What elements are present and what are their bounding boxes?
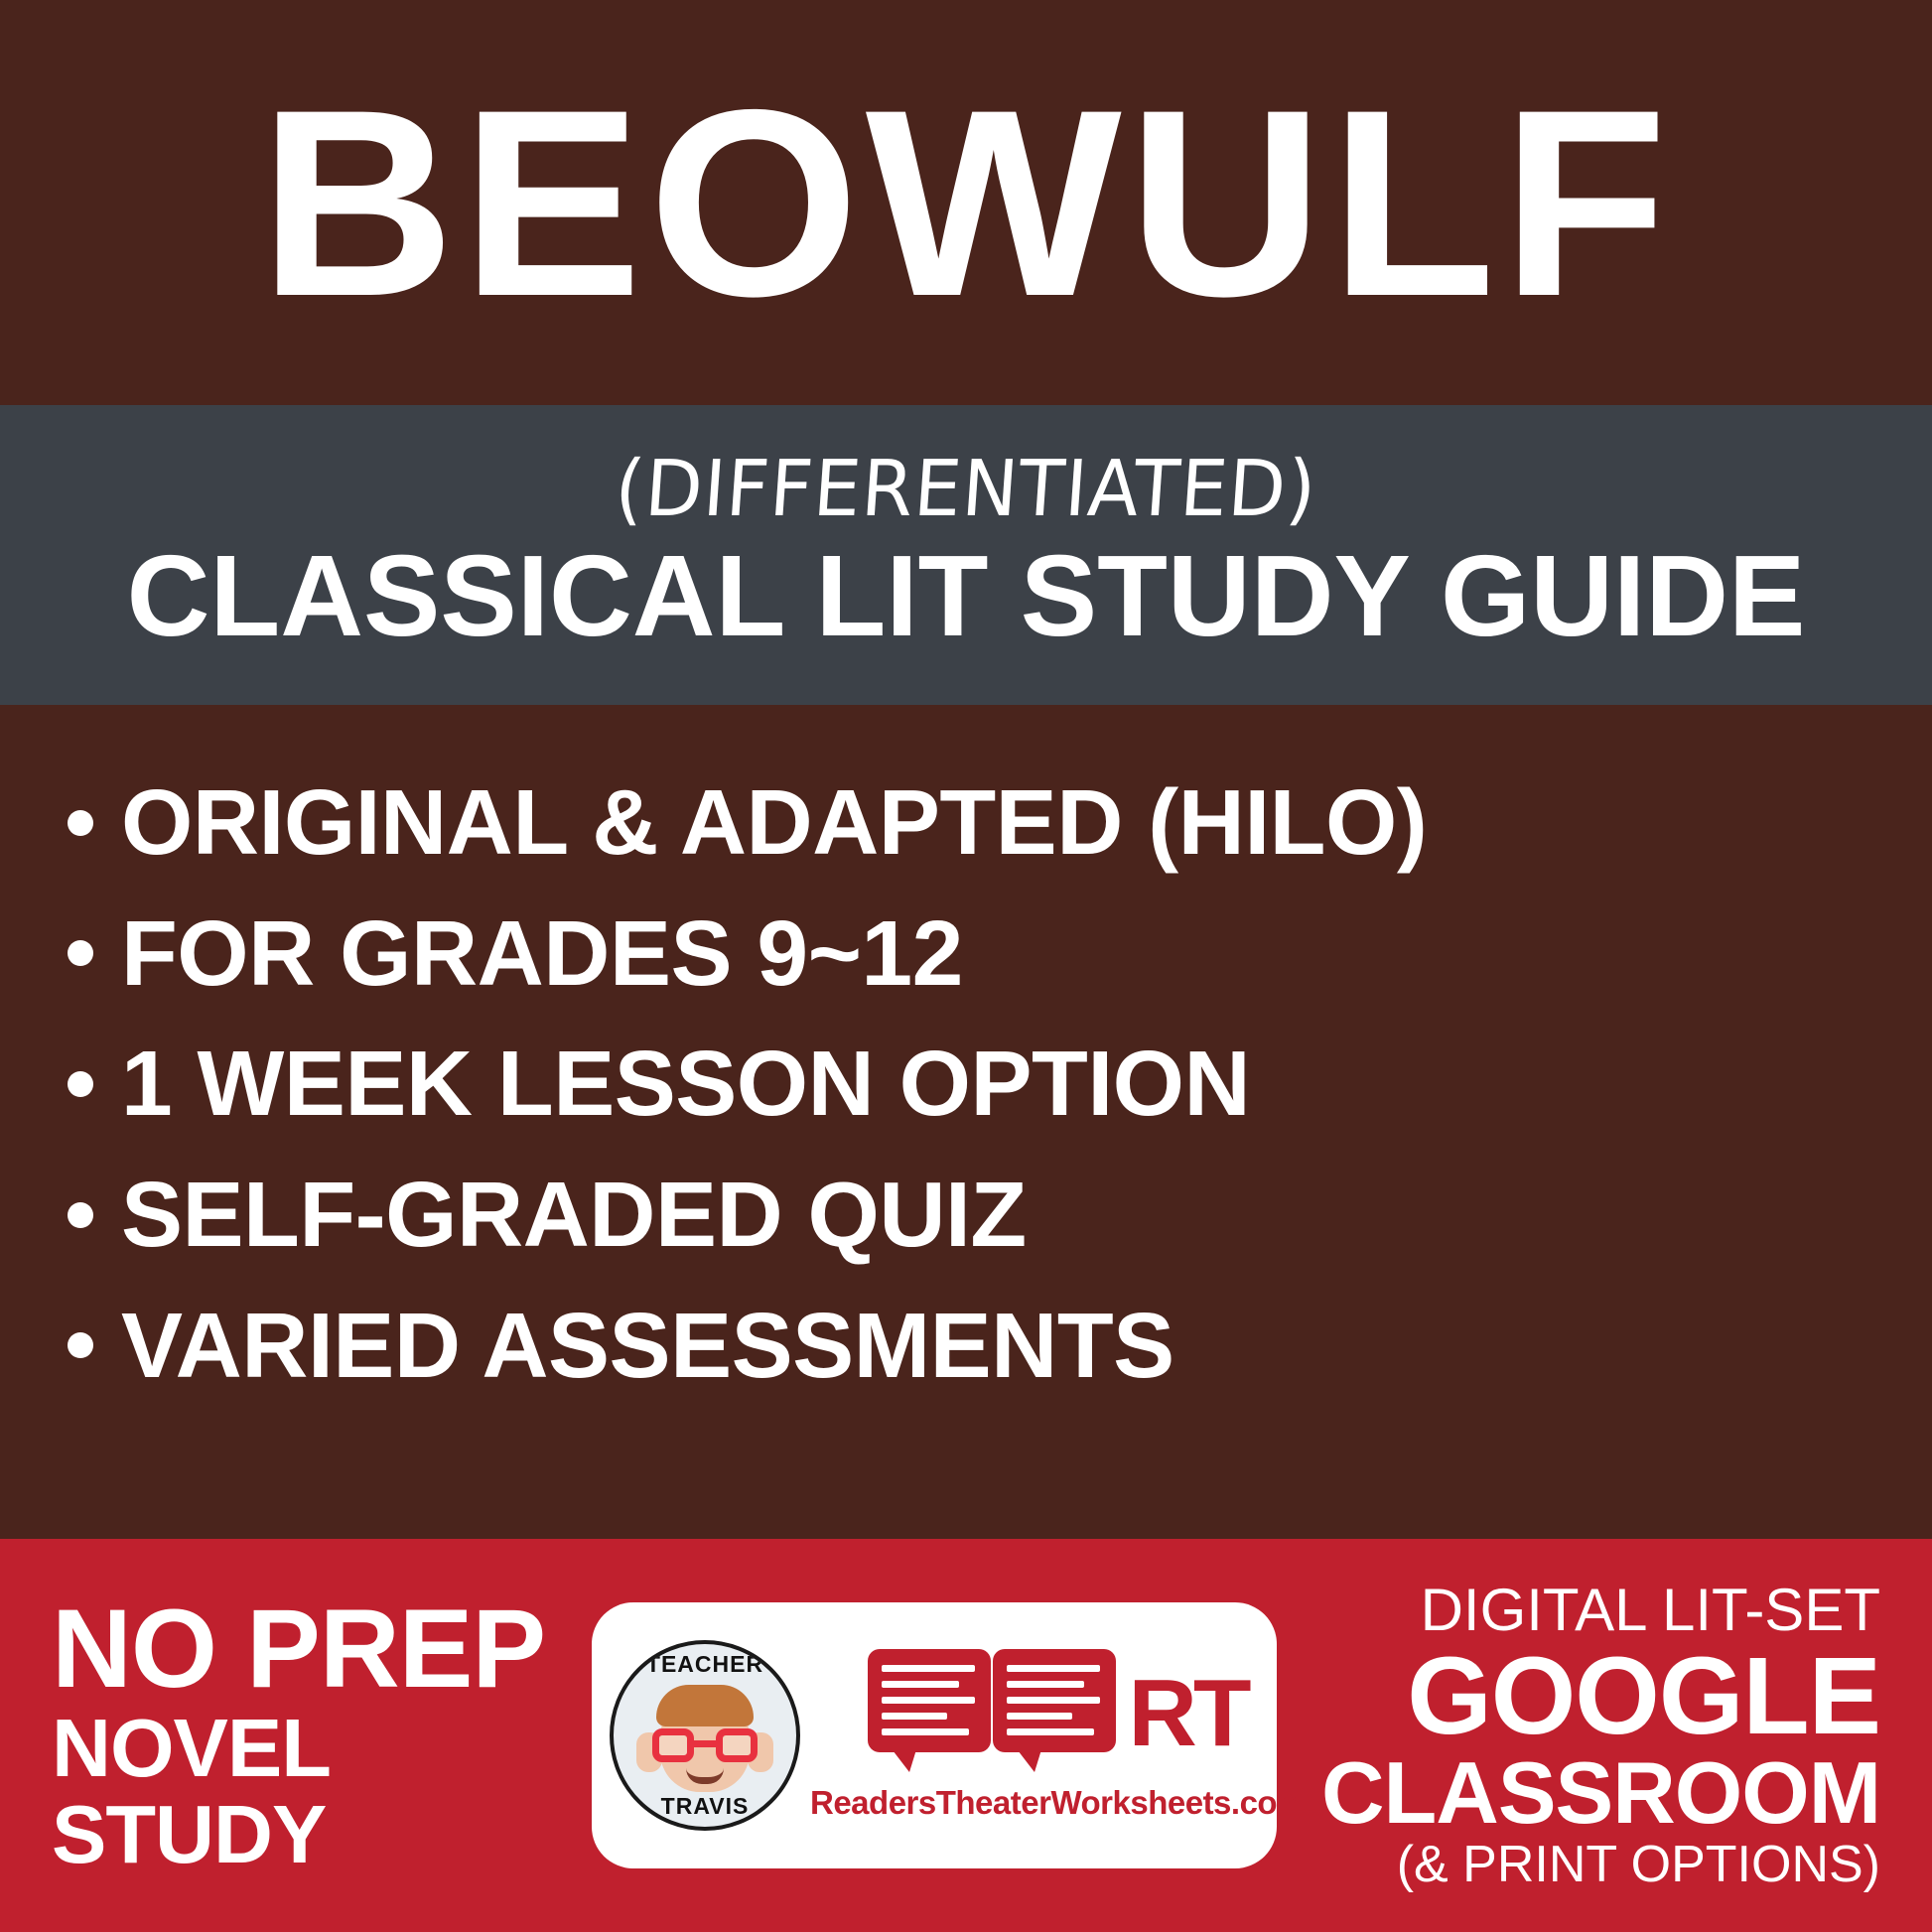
list-item <box>60 770 1932 874</box>
feature-label: 1 WEEK LESSON OPTION <box>121 1032 1251 1136</box>
page-title: BEOWULF <box>258 53 1674 351</box>
avatar-bottom-label: TRAVIS <box>660 1793 750 1819</box>
list-item <box>60 1032 1932 1136</box>
bullet-icon <box>68 1071 93 1097</box>
feature-label: SELF-GRADED QUIZ <box>121 1162 1027 1266</box>
feature-label: FOR GRADES 9~12 <box>121 900 963 1005</box>
avatar-top-label: TEACHER <box>645 1651 764 1677</box>
list-item <box>60 900 1932 1005</box>
avatar <box>610 1640 800 1831</box>
brand-plate <box>592 1602 1306 1868</box>
footer-left <box>26 1586 582 1880</box>
subtitle-band <box>0 405 1932 705</box>
feature-list <box>0 705 1932 1539</box>
subtitle-differentiated: (DIFFERENTIATED) <box>612 445 1320 534</box>
rt-initials: RT <box>1128 1660 1248 1766</box>
brand-url: ReadersTheaterWorksheets.com <box>810 1784 1306 1821</box>
feature-label: VARIED ASSESSMENTS <box>121 1293 1174 1397</box>
bullet-icon <box>68 1332 93 1358</box>
rt-logo <box>810 1649 1306 1822</box>
novel-study-label: NOVEL STUDY <box>52 1701 330 1880</box>
google-label: GOOGLE <box>1407 1634 1880 1757</box>
footer-right <box>1277 1578 1906 1894</box>
teacher-face-icon <box>630 1683 779 1802</box>
footer-band <box>0 1539 1932 1932</box>
digital-lit-set-label: DIGITAL LIT-SET <box>1420 1576 1880 1643</box>
print-options-label: (& PRINT OPTIONS) <box>1396 1836 1880 1894</box>
bullet-icon <box>68 940 93 966</box>
title-band <box>0 0 1932 405</box>
list-item <box>60 1162 1932 1266</box>
feature-label: ORIGINAL & ADAPTED (HILO) <box>121 770 1428 874</box>
classroom-label: CLASSROOM <box>1321 1743 1880 1843</box>
list-item <box>60 1293 1932 1397</box>
subtitle-main: CLASSICAL LIT STUDY GUIDE <box>126 531 1806 660</box>
bullet-icon <box>68 1202 93 1228</box>
bullet-icon <box>68 810 93 836</box>
no-prep-label: NO PREP <box>52 1586 546 1711</box>
speech-bubble-icon <box>868 1649 1116 1778</box>
